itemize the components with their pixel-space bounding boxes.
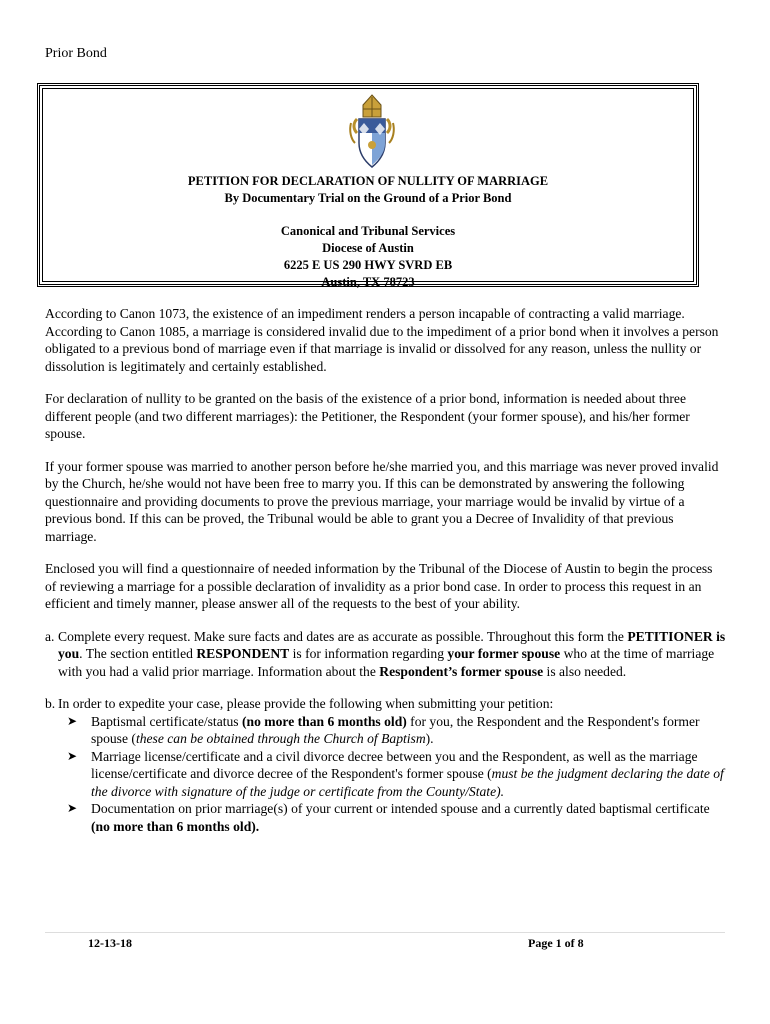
list-letter-b: b.: [45, 696, 56, 711]
arrow-bullet-icon: ➤: [67, 713, 78, 728]
item-a-text: is for information regarding: [289, 646, 448, 661]
footer-date: 12-13-18: [88, 936, 132, 950]
bullet-emphasis: (no more than 6 months old): [242, 713, 407, 729]
bullet-text: Baptismal certificate/status: [91, 713, 242, 729]
bullet-italic: these can be obtained through the Church of Baptism: [135, 731, 426, 746]
petition-subtitle: By Documentary Trial on the Ground of a Prior Bond: [224, 191, 512, 205]
document-label: Prior Bond: [45, 46, 107, 61]
arrow-bullet-icon: ➤: [67, 748, 78, 763]
bullet-marriage-license: [67, 748, 727, 801]
bullet-italic: must be the judgment declaring the date of the divorce with signature of the judge or certificate from the County/State).: [91, 766, 724, 799]
petitioner-emphasis: PETITIONER is you: [58, 628, 726, 661]
bullet-text: Marriage license/certificate and a civil divorce decree between you and the Respondent, as well as the marriage license/certificate and divorce decree of the Respondent's former spouse (: [91, 748, 698, 781]
diocese-crest-icon: [347, 93, 397, 173]
office-name: Canonical and Tribunal Services: [280, 224, 456, 238]
paragraph-three-people: For declaration of nullity to be granted on the basis of the existence of a prior bond, information is needed about three different people (and two different marriages): the Petitioner, the Respondent (your former spouse), and his/her former spouse.: [45, 391, 690, 441]
respondent-emphasis: RESPONDENT: [196, 646, 290, 661]
paragraph-canon: According to Canon 1073, the existence of an impediment renders a person incapable of contracting a valid marriage. According to Canon 1085, a marriage is considered invalid due to the impediment of a prior bond when it involves a person obligated to a previous bond of marriage even if that marriage is invalid or dissolved for any reason, unless the nullity or dissolution is legitimately and certainly established.: [45, 306, 719, 374]
list-item-a: [45, 628, 727, 681]
respondents-former-spouse-emphasis: Respondent’s former spouse: [379, 663, 544, 679]
header-box: [37, 83, 699, 287]
header-inner: [42, 88, 694, 289]
bullet-emphasis: (no more than 6 months old).: [91, 818, 260, 834]
list-letter-a: a.: [45, 628, 55, 644]
bullet-text: ).: [425, 731, 434, 746]
bullet-baptismal: [67, 713, 727, 748]
footer-page-number: Page 1 of 8: [528, 936, 584, 950]
bullet-text: for you, the Respondent and the Respondent's former spouse (: [91, 713, 700, 746]
arrow-bullet-icon: ➤: [67, 801, 78, 815]
petition-title: PETITION FOR DECLARATION OF NULLITY OF MARRIAGE: [187, 174, 549, 188]
item-a-text: Complete every request. Make sure facts and dates are as accurate as possible. Throughout this form the: [58, 628, 628, 644]
item-a-text: is also needed.: [543, 663, 627, 679]
paragraph-questionnaire: Enclosed you will find a questionnaire of needed information by the Tribunal of the Diocese of Austin to begin the process of reviewing a marriage for a possible declaration of invalidity as a prior bond case. In order to process this request in an efficient and timely manner, please answer all of the requests to the best of your ability.: [45, 561, 713, 611]
street-address: 6225 E US 290 HWY SVRD EB: [283, 258, 453, 272]
list-item-b: [45, 695, 727, 835]
item-a-text: . The section entitled: [79, 646, 197, 661]
paragraph-former-spouse: If your former spouse was married to another person before he/she married you, and this marriage was never proved invalid by the Church, he/she would not have been free to marry you. If this can be demonstrated by answering the following questionnaire and providing documents to prove the previous marriage, your marriage would be invalid by virtue of a previous bond. If this can be proved, the Tribunal would be able to grant you a Decree of Invalidity of that previous marriage.: [45, 458, 719, 544]
header-text: [43, 173, 693, 291]
diocese-name: Diocese of Austin: [322, 241, 414, 255]
body-text: [45, 305, 727, 835]
city-state-zip: Austin, TX 78723: [321, 275, 415, 289]
bullet-prior-marriage: [67, 800, 727, 835]
item-b-intro: In order to expedite your case, please provide the following when submitting your petition:: [58, 696, 554, 711]
document-bullets: [58, 713, 727, 836]
bullet-text: Documentation on prior marriage(s) of your current or intended spouse and a currently dated baptismal certificate: [91, 801, 710, 816]
footer-divider: [45, 932, 725, 933]
former-spouse-emphasis: your former spouse: [447, 646, 561, 661]
item-a-text: who at the time of marriage with you had a valid prior marriage. Information about the: [58, 646, 715, 679]
